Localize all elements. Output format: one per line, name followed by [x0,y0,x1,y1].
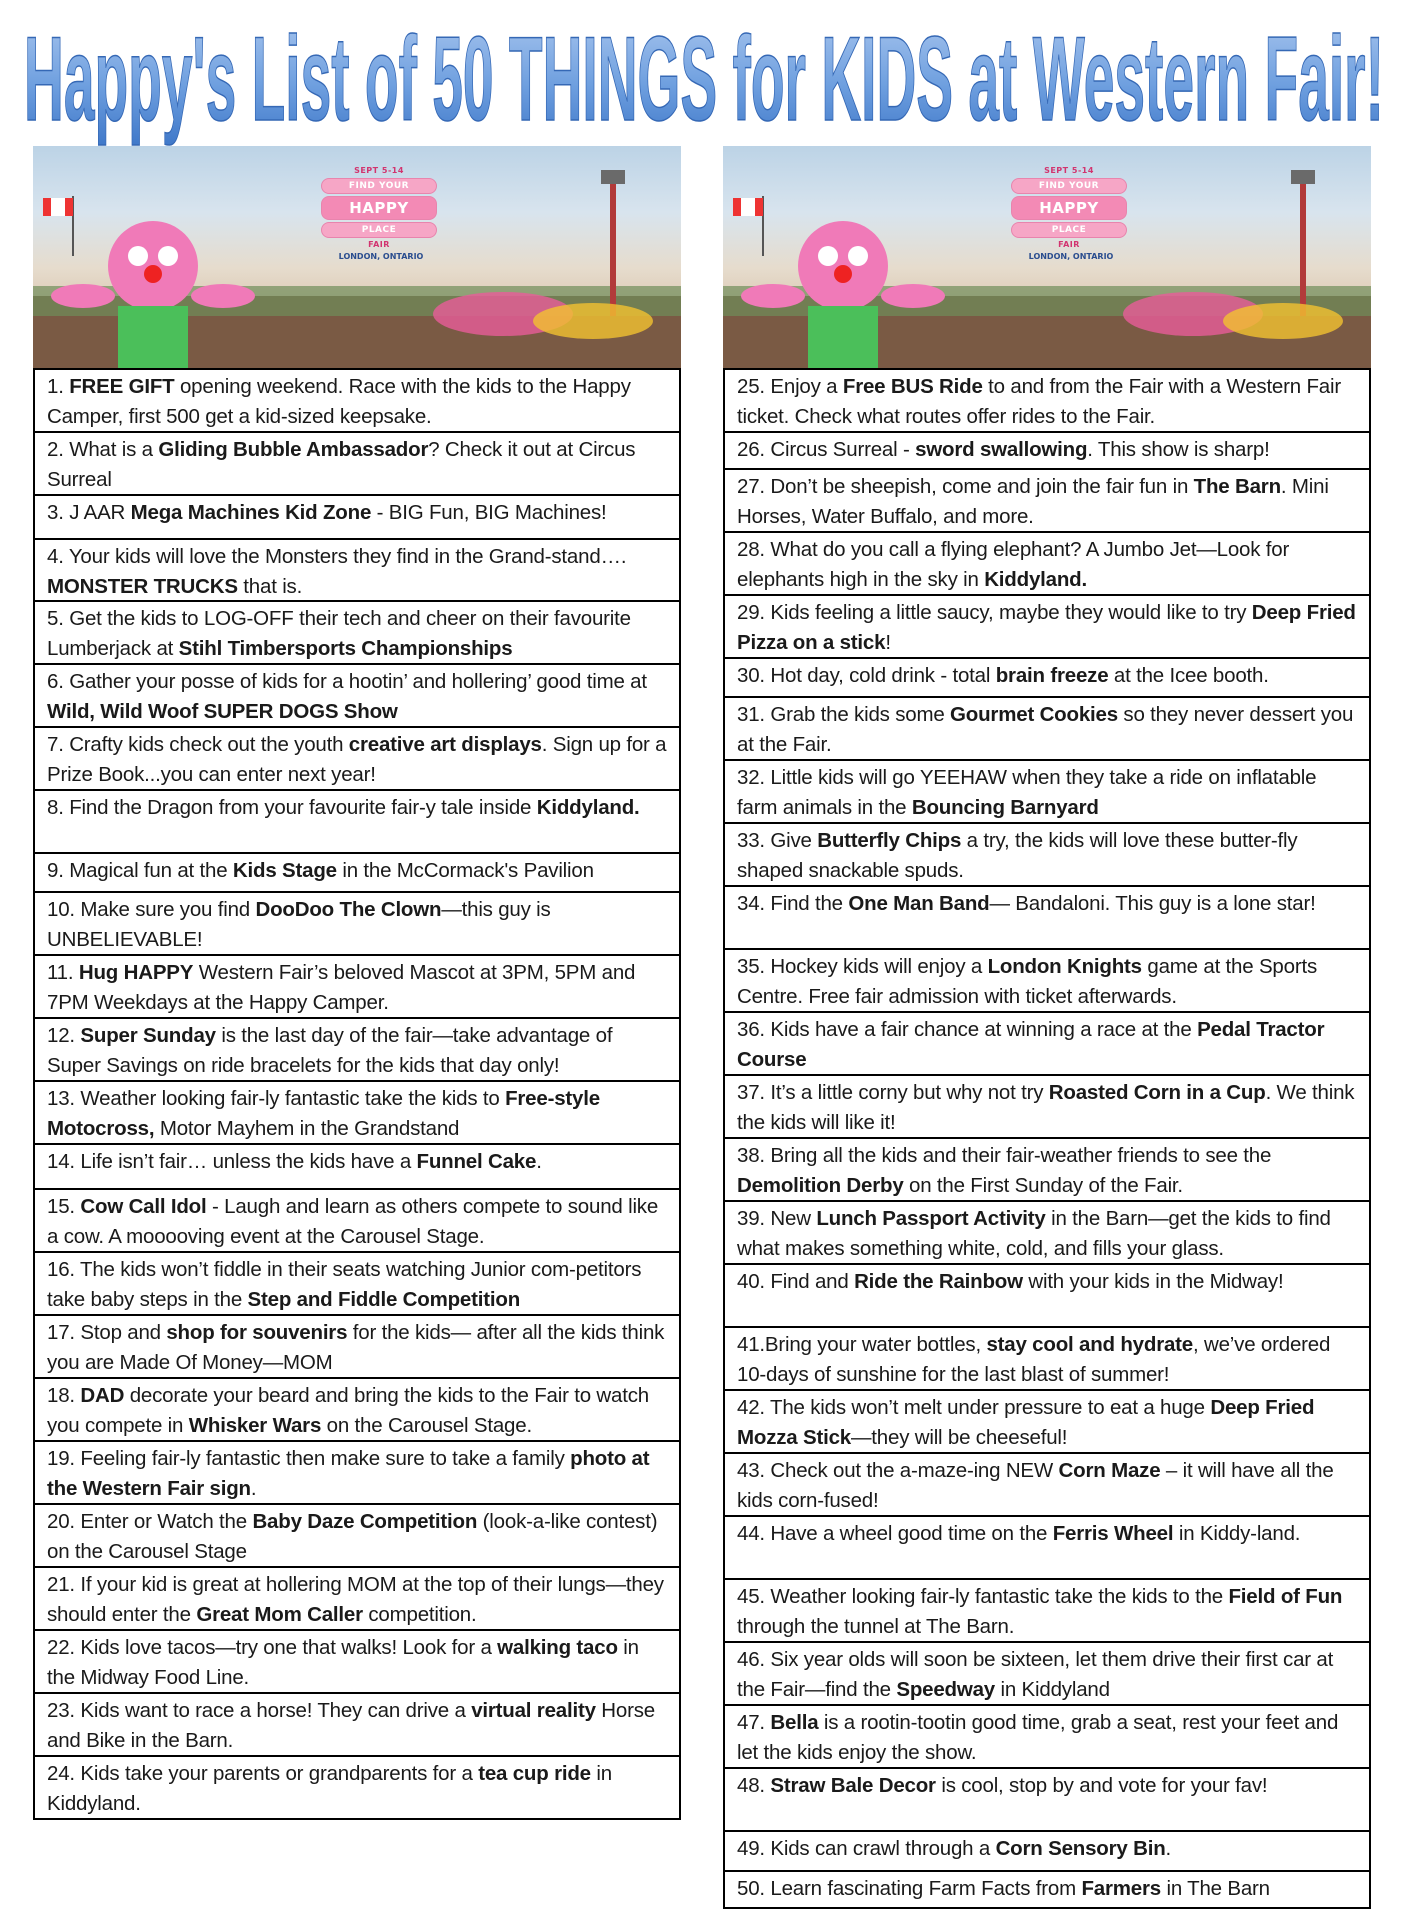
item-text: 14. Life isn’t fair… unless the kids have a [47,1150,417,1173]
highlight-text: Great Mom Caller [196,1603,363,1626]
item-text: . This show is sharp! [1087,438,1270,461]
highlight-text: Whisker Wars [188,1414,322,1437]
item-text: so they never dessert you at the Fair. [737,703,1354,756]
item-text: 9. Magical fun at the [47,859,233,882]
highlight-text: Mega Machines Kid Zone [130,501,372,524]
highlight-text: Free-style Motocross, [47,1087,600,1140]
list-item [35,663,679,726]
item-text: 41.Bring your water bottles, [737,1333,987,1356]
list-item [725,431,1369,468]
item-text: 40. Find and [737,1270,855,1293]
item-text: game at the Sports Centre. Free fair admission with ticket afterwards. [737,955,1317,1008]
list-item [35,368,679,431]
list-item [725,1870,1369,1907]
item-text: 16. The kids won’t fiddle in their seats watching Junior com-petitors take baby steps in the [47,1258,642,1311]
highlight-text: Pedal Tractor Course [737,1018,1325,1071]
highlight-text: Gourmet Cookies [950,703,1118,726]
item-text: 35. Hockey kids will enjoy a [737,955,988,978]
item-text: 8. Find the Dragon from your favourite fair-y tale inside [47,796,537,819]
highlight-text: sword swallowing [915,438,1088,461]
item-text: 45. Weather looking fair-ly fantastic take the kids to the [737,1585,1229,1608]
item-text: in the McCormack's Pavilion [336,859,594,882]
highlight-text: FREE GIFT [69,375,175,398]
list-item [725,1704,1369,1767]
item-text: . [250,1477,257,1500]
mascot-vest [118,306,188,368]
highlight-text: London Knights [987,955,1142,978]
item-text: 38. Bring all the kids and their fair-weather friends to see the [737,1144,1272,1167]
highlight-text: Baby Daze Competition [252,1510,478,1533]
logo-line-3: PLACE [1011,222,1127,238]
item-text: to and from the Fair with a Western Fair ticket. Check what routes offer rides to the Fair. [737,375,1341,428]
item-text: 29. Kids feeling a little saucy, maybe they would like to try [737,601,1252,624]
item-text: in Kiddy-land. [1173,1522,1301,1545]
item-text: 33. Give [737,829,818,852]
left-column [33,146,681,1820]
list-item [35,891,679,954]
highlight-text: Farmers [1081,1877,1161,1900]
highlight-text: creative art displays [348,733,542,756]
item-text: . Sign up for a Prize Book...you can enter next year! [47,733,667,786]
item-text: in the Midway Food Line. [47,1636,639,1689]
item-text: 34. Find the [737,892,849,915]
item-text: on the Carousel Stage. [321,1414,532,1437]
item-text: 42. The kids won’t melt under pressure to eat a huge [737,1396,1211,1419]
item-text: 17. Stop and [47,1321,167,1344]
highlight-text: Deep Fried Mozza Stick [737,1396,1315,1449]
item-text: 27. Don’t be sheepish, come and join the fair fun in [737,475,1194,498]
item-text: with your kids in the Midway! [1022,1270,1284,1293]
highlight-text: Hug HAPPY [78,961,194,984]
item-text: , we’ve ordered 10-days of sunshine for the last blast of summer! [737,1333,1331,1386]
highlight-text: Bouncing Barnyard [911,796,1099,819]
list-item [35,600,679,663]
list-item [35,852,679,891]
list-item [35,1629,679,1692]
fair-location: LONDON, ONTARIO [338,252,424,261]
list-item [35,954,679,1017]
list-item [35,1566,679,1629]
item-text: . [536,1150,542,1173]
highlight-text: brain freeze [995,664,1109,687]
item-text: 48. [737,1774,771,1797]
item-text: ? Check it out at Circus Surreal [47,438,636,491]
fair-logo [321,166,437,250]
highlight-text: The Barn [1193,475,1281,498]
item-text: - Laugh and learn as others compete to sound like a cow. A mooooving event at the Carousel Stage. [47,1195,659,1248]
item-text: that is. [237,575,303,598]
item-text: 43. Check out the a-maze-ing NEW [737,1459,1059,1482]
item-text: competition. [362,1603,477,1626]
highlight-text: DooDoo The Clown [255,898,442,921]
list-item [35,1755,679,1818]
highlight-text: Kids Stage [232,859,337,882]
item-text: for the kids— after all the kids think you are Made Of Money—MOM [47,1321,665,1374]
item-text: 25. Enjoy a [737,375,843,398]
highlight-text: walking taco [497,1636,618,1659]
item-text: 19. Feeling fair-ly fantastic then make sure to take a family [47,1447,571,1470]
list-item [35,1314,679,1377]
item-text: 12. [47,1024,81,1047]
list-item [725,1263,1369,1326]
item-text: through the tunnel at The Barn. [737,1615,1015,1638]
list-item [725,531,1369,594]
item-text: 10. Make sure you find [47,898,256,921]
things-list-right [723,368,1371,1909]
highlight-text: stay cool and hydrate [986,1333,1194,1356]
item-text: 30. Hot day, cold drink - total [737,664,996,687]
item-text: . [1165,1837,1172,1860]
list-item [725,1767,1369,1830]
item-text: Western Fair’s beloved Mascot at 3PM, 5PM and 7PM Weekdays at the Happy Camper. [47,961,636,1014]
item-text: 1. [47,375,70,398]
item-text: a try, the kids will love these butter-fly shaped snackable spuds. [737,829,1298,882]
highlight-text: tea cup ride [478,1762,591,1785]
logo-line-1: FIND YOUR [321,178,437,194]
list-item [725,368,1369,431]
list-item [725,1641,1369,1704]
highlight-text: Gliding Bubble Ambassador [158,438,429,461]
item-text: 46. Six year olds will soon be sixteen, let them drive their first car at the Fair—find the [737,1648,1334,1701]
item-text: is cool, stop by and vote for your fav! [935,1774,1268,1797]
list-item [35,1188,679,1251]
highlight-text: Ferris Wheel [1052,1522,1174,1545]
item-text: 37. It’s a little corny but why not try [737,1081,1049,1104]
list-item [35,1377,679,1440]
list-item [725,1515,1369,1578]
list-item [725,1830,1369,1870]
item-text: 21. If your kid is great at hollering MOM at the top of their lungs—they should enter the [47,1573,664,1626]
highlight-text: Cow Call Idol [80,1195,207,1218]
item-text: 26. Circus Surreal - [737,438,916,461]
item-text: 18. [47,1384,81,1407]
item-text: 44. Have a wheel good time on the [737,1522,1053,1545]
item-text: (look-a-like contest) on the Carousel Stage [47,1510,658,1563]
item-text: in the Barn—get the kids to find what makes something white, cold, and fills your glass. [737,1207,1331,1260]
list-item [35,1080,679,1143]
item-text: 36. Kids have a fair chance at winning a race at the [737,1018,1198,1041]
item-text: Motor Mayhem in the Grandstand [154,1117,460,1140]
highlight-text: MONSTER TRUCKS [47,575,238,598]
fair-banner [33,146,681,368]
item-text: ! [885,631,891,654]
list-item [35,431,679,494]
highlight-text: Speedway [896,1678,996,1701]
list-item [725,759,1369,822]
list-item [725,1200,1369,1263]
highlight-text: Corn Sensory Bin [995,1837,1166,1860]
list-item [725,1137,1369,1200]
item-text: . Mini Horses, Water Buffalo, and more. [737,475,1329,528]
list-item [35,1251,679,1314]
list-item [725,1011,1369,1074]
highlight-text: One Man Band [848,892,990,915]
highlight-text: Demolition Derby [737,1174,904,1197]
list-item [725,594,1369,657]
item-text: 4. Your kids will love the Monsters they find in the Grand-stand…. [47,545,627,568]
highlight-text: Free BUS Ride [842,375,983,398]
highlight-text: photo at the Western Fair sign [47,1447,650,1500]
item-text: Horse and Bike in the Barn. [47,1699,655,1752]
list-item [725,885,1369,948]
list-item [35,1017,679,1080]
item-text: 50. Learn fascinating Farm Facts from [737,1877,1082,1900]
highlight-text: Ride the Rainbow [854,1270,1023,1293]
list-item [35,726,679,789]
item-text: - BIG Fun, BIG Machines! [371,501,607,524]
list-item [725,1389,1369,1452]
item-text: 28. What do you call a flying elephant? A Jumbo Jet—Look for elephants high in the sky in [737,538,1290,591]
list-item [35,1440,679,1503]
highlight-text: DAD [80,1384,125,1407]
list-item [35,789,679,852]
highlight-text: Wild, Wild Woof SUPER DOGS Show [47,700,398,723]
item-text: decorate your beard and bring the kids to the Fair to watch you compete in [47,1384,649,1437]
highlight-text: Corn Maze [1058,1459,1161,1482]
list-item [725,948,1369,1011]
highlight-text: shop for souvenirs [166,1321,348,1344]
highlight-text: Kiddyland. [984,568,1087,591]
item-text: 6. Gather your posse of kids for a hootin’ and hollering’ good time at [47,670,647,693]
item-text: 32. Little kids will go YEEHAW when they take a ride on inflatable farm animals in the [737,766,1317,819]
item-text: 24. Kids take your parents or grandparents for a [47,1762,479,1785]
highlight-text: Lunch Passport Activity [816,1207,1046,1230]
item-text: 5. Get the kids to LOG-OFF their tech and cheer on their favourite Lumberjack at [47,607,631,660]
item-text: 20. Enter or Watch the [47,1510,253,1533]
highlight-text: virtual reality [471,1699,596,1722]
fair-location: LONDON, ONTARIO [1028,252,1114,261]
item-text: 49. Kids can crawl through a [737,1837,996,1860]
highlight-text: Stihl Timbersports Championships [178,637,513,660]
fair-logo [1011,166,1127,250]
highlight-text: Bella [770,1711,819,1734]
list-item [725,1074,1369,1137]
highlight-text: Roasted Corn in a Cup [1048,1081,1266,1104]
list-item [35,1692,679,1755]
list-item [35,494,679,538]
item-text: 22. Kids love tacos—try one that walks! Look for a [47,1636,498,1659]
item-text: 15. [47,1195,81,1218]
list-item [725,657,1369,696]
item-text: in Kiddyland [995,1678,1110,1701]
item-text: 39. New [737,1207,817,1230]
highlight-text: Kiddyland. [536,796,640,819]
item-text: —they will be cheeseful! [851,1426,1068,1449]
logo-line-2: HAPPY [1011,196,1127,220]
list-item [725,1452,1369,1515]
list-item [725,1326,1369,1389]
logo-brand: FAIR [1058,240,1080,249]
fair-banner [723,146,1371,368]
highlight-text: Funnel Cake [416,1150,537,1173]
item-text: 7. Crafty kids check out the youth [47,733,349,756]
item-text: on the First Sunday of the Fair. [903,1174,1183,1197]
item-text: 31. Grab the kids some [737,703,951,726]
list-item [725,822,1369,885]
item-text: is a rootin-tootin good time, grab a seat, rest your feet and let the kids enjoy the show. [737,1711,1339,1764]
right-column [723,146,1371,1909]
item-text: at the Icee booth. [1108,664,1269,687]
item-text: —this guy is UNBELIEVABLE! [47,898,551,951]
page-title-text: Happy's List of 50 THINGS for KIDS at Western Fair! [24,12,1384,146]
list-item [725,468,1369,531]
highlight-text: Super Sunday [80,1024,216,1047]
mascot-vest [808,306,878,368]
logo-line-3: PLACE [321,222,437,238]
page-title [20,2,1388,150]
item-text: 11. [47,961,79,984]
logo-brand: FAIR [368,240,390,249]
logo-line-1: FIND YOUR [1011,178,1127,194]
item-text: is the last day of the fair—take advantage of Super Savings on ride bracelets for the kids that day only! [47,1024,613,1077]
item-text: 47. [737,1711,771,1734]
highlight-text: Field of Fun [1228,1585,1343,1608]
list-item [725,1578,1369,1641]
highlight-text: Butterfly Chips [817,829,962,852]
item-text: in Kiddyland. [47,1762,612,1815]
item-text: 23. Kids want to race a horse! They can drive a [47,1699,472,1722]
logo-line-2: HAPPY [321,196,437,220]
item-text: 3. J AAR [47,501,131,524]
item-text: 2. What is a [47,438,159,461]
fair-dates: SEPT 5-14 [1044,166,1094,175]
highlight-text: Straw Bale Decor [770,1774,936,1797]
item-text: 13. Weather looking fair-ly fantastic take the kids to [47,1087,506,1110]
item-text: — Bandaloni. This guy is a lone star! [989,892,1316,915]
list-item [725,696,1369,759]
highlight-text: Deep Fried Pizza on a stick [737,601,1356,654]
list-item [35,1503,679,1566]
item-text: in The Barn [1160,1877,1270,1900]
highlight-text: Step and Fiddle Competition [247,1288,521,1311]
item-text: . We think the kids will like it! [737,1081,1355,1134]
item-text: – it will have all the kids corn-fused! [737,1459,1334,1512]
fair-dates: SEPT 5-14 [354,166,404,175]
things-list-left [33,368,681,1820]
item-text: opening weekend. Race with the kids to the Happy Camper, first 500 get a kid-sized keepsake. [47,375,631,428]
list-item [35,1143,679,1188]
list-item [35,538,679,600]
